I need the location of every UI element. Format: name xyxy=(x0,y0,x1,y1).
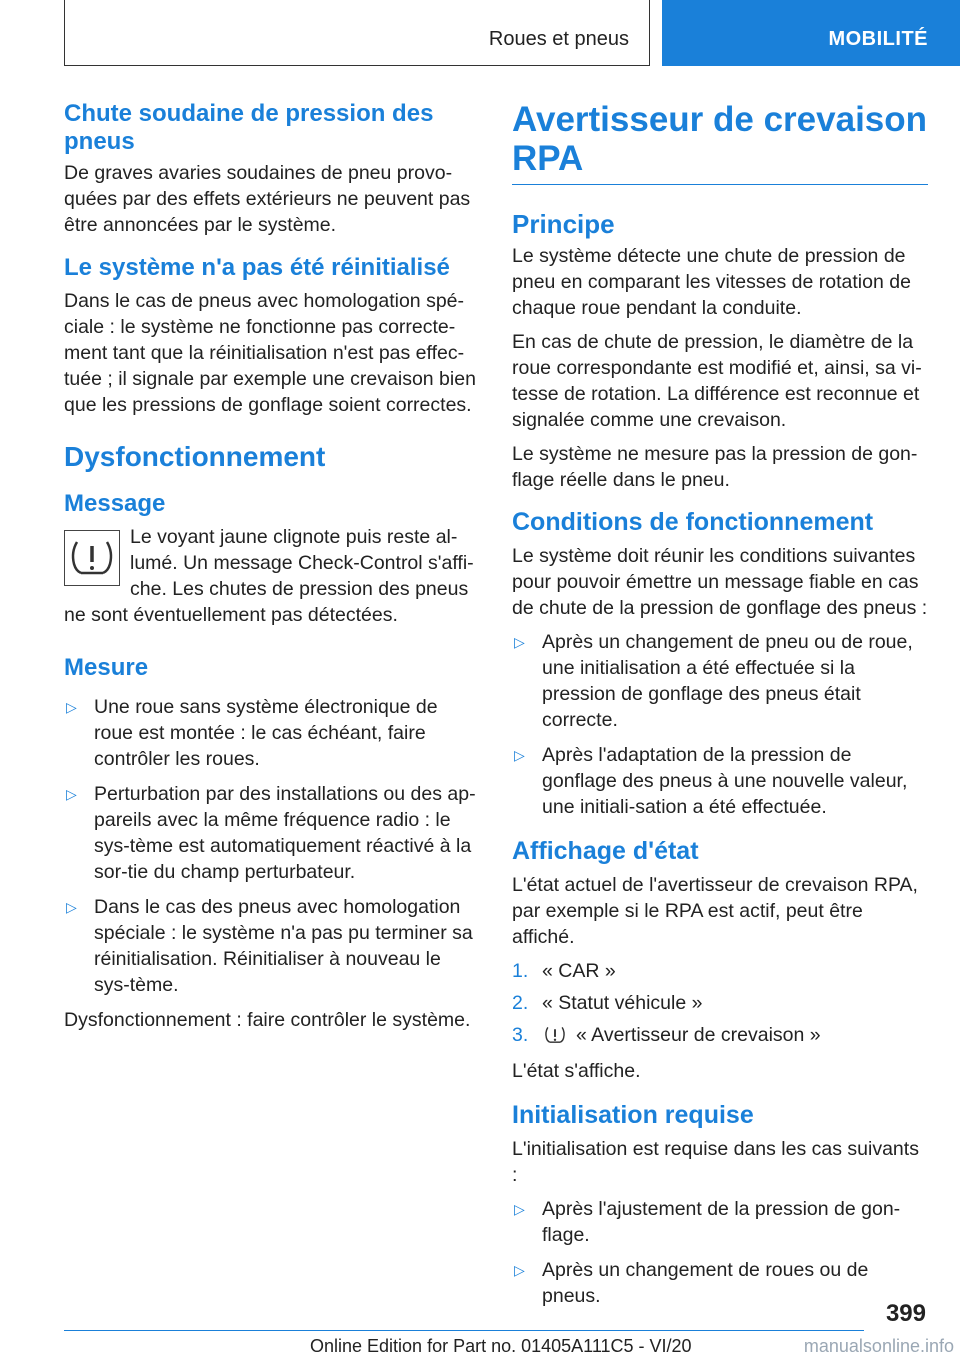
triangle-bullet-icon: ▷ xyxy=(66,899,77,915)
paragraph-status: L'état actuel de l'avertisseur de crevaison RPA, par exemple si le RPA est actif, peut être affiché. xyxy=(512,874,918,948)
paragraph-message: Le voyant jaune clignote puis reste al-lumé. Un message Check-Control s'affi-che. Les chutes de pression des pneus ne sont éventuellement pas détectées. xyxy=(64,526,474,626)
paragraph-principle-3: Le système ne mesure pas la pression de gon-flage réelle dans le pneu. xyxy=(512,443,918,491)
chapter-title: Avertisseur de crevaison RPA xyxy=(512,100,928,185)
paragraph-sudden-pressure-drop: De graves avaries soudaines de pneu provo-quées par des effets extérieurs ne peuvent pas être annoncées par le système. xyxy=(64,162,471,236)
tire-pressure-warning-icon xyxy=(544,1025,566,1052)
tire-pressure-warning-icon xyxy=(64,530,120,586)
heading-principle: Principe xyxy=(512,209,615,239)
list-item: ▷ Dans le cas des pneus avec homologation spéciale : le système n'a pas pu terminer sa réinitialisation. Réinitialiser à nouveau le sys-tème. xyxy=(66,896,473,996)
heading-conditions: Conditions de fonctionnement xyxy=(512,508,874,536)
conditions-list xyxy=(512,629,928,820)
paragraph-status-end: L'état s'affiche. xyxy=(512,1060,641,1082)
init-cases-list xyxy=(512,1196,928,1309)
heading-system-not-reset: Le système n'a pas été réinitialisé xyxy=(64,254,450,281)
heading-malfunction: Dysfonctionnement xyxy=(64,441,326,472)
triangle-bullet-icon: ▷ xyxy=(66,699,77,715)
list-item: ▷ Après un changement de pneu ou de roue, une initialisation a été effectuée si la pression de gonflage des pneus était correcte. xyxy=(514,631,913,731)
header-section-box xyxy=(64,0,650,66)
header-chapter-tab xyxy=(662,0,960,66)
list-item: 2. « Statut véhicule » xyxy=(512,992,703,1014)
list-item: 3. « Avertisseur de crevaison » xyxy=(512,1022,928,1052)
footer-edition: Online Edition for Part no. 01405A111C5 - VI/20 xyxy=(310,1336,692,1356)
triangle-bullet-icon: ▷ xyxy=(514,1262,525,1278)
measure-list xyxy=(64,694,478,998)
paragraph-init: L'initialisation est requise dans les cas suivants : xyxy=(512,1138,919,1186)
heading-measure: Mesure xyxy=(64,654,149,681)
list-item: ▷ Après un changement de roues ou de pneus. xyxy=(514,1259,869,1307)
status-steps xyxy=(512,958,928,1052)
paragraph-principle-2: En cas de chute de pression, le diamètre de la roue correspondante est modifié et, ainsi, sa vi-tesse de rotation. La différence est reconnue et signalée comme une crevaison. xyxy=(512,331,922,431)
paragraph-malfunction-check: Dysfonctionnement : faire contrôler le système. xyxy=(64,1009,471,1031)
heading-sudden-pressure-drop: Chute soudaine de pression des pneus xyxy=(64,100,434,155)
paragraph-system-not-reset: Dans le cas de pneus avec homologation spé-ciale : le système ne fonctionne pas correcte-ment tant que la réinitialisation n'est pas effec-tuée ; il signale par exemple une crevaison bien que les pressions de gonflage soient correctes. xyxy=(64,290,476,416)
footer-divider xyxy=(64,1330,864,1331)
list-item: ▷ Après l'adaptation de la pression de gonflage des pneus à une nouvelle valeur, une initiali-sation a été effectuée. xyxy=(514,744,908,818)
header-chapter-label: MOBILITÉ xyxy=(828,28,928,50)
page-number: 399 xyxy=(885,1300,926,1327)
header-section-title: Roues et pneus xyxy=(488,28,629,50)
heading-status-display: Affichage d'état xyxy=(512,837,699,865)
heading-init-required: Initialisation requise xyxy=(512,1101,754,1129)
triangle-bullet-icon: ▷ xyxy=(514,747,525,763)
left-column xyxy=(64,100,478,1041)
footer-watermark: manualsonline.info xyxy=(803,1336,954,1356)
triangle-bullet-icon: ▷ xyxy=(514,634,525,650)
right-column xyxy=(512,100,928,1318)
message-block xyxy=(64,524,478,628)
heading-message: Message xyxy=(64,490,166,517)
list-item: ▷ Perturbation par des installations ou des ap-pareils avec la même fréquence radio : le sys-tème est automatiquement réactivé à la sor-tie du champ perturbateur. xyxy=(66,783,476,883)
list-item: ▷ Après l'ajustement de la pression de gon-flage. xyxy=(514,1198,901,1246)
list-item: ▷ Une roue sans système électronique de roue est montée : le cas échéant, faire contrôler les roues. xyxy=(66,696,438,770)
paragraph-conditions: Le système doit réunir les conditions suivantes pour pouvoir émettre un message fiable en cas de chute de la pression de gonflage des pneus : xyxy=(512,545,928,619)
paragraph-principle-1: Le système détecte une chute de pression de pneu en comparant les vitesses de rotation de chaque roue pendant la conduite. xyxy=(512,245,911,319)
triangle-bullet-icon: ▷ xyxy=(66,786,77,802)
triangle-bullet-icon: ▷ xyxy=(514,1201,525,1217)
list-item: 1. « CAR » xyxy=(512,960,616,982)
